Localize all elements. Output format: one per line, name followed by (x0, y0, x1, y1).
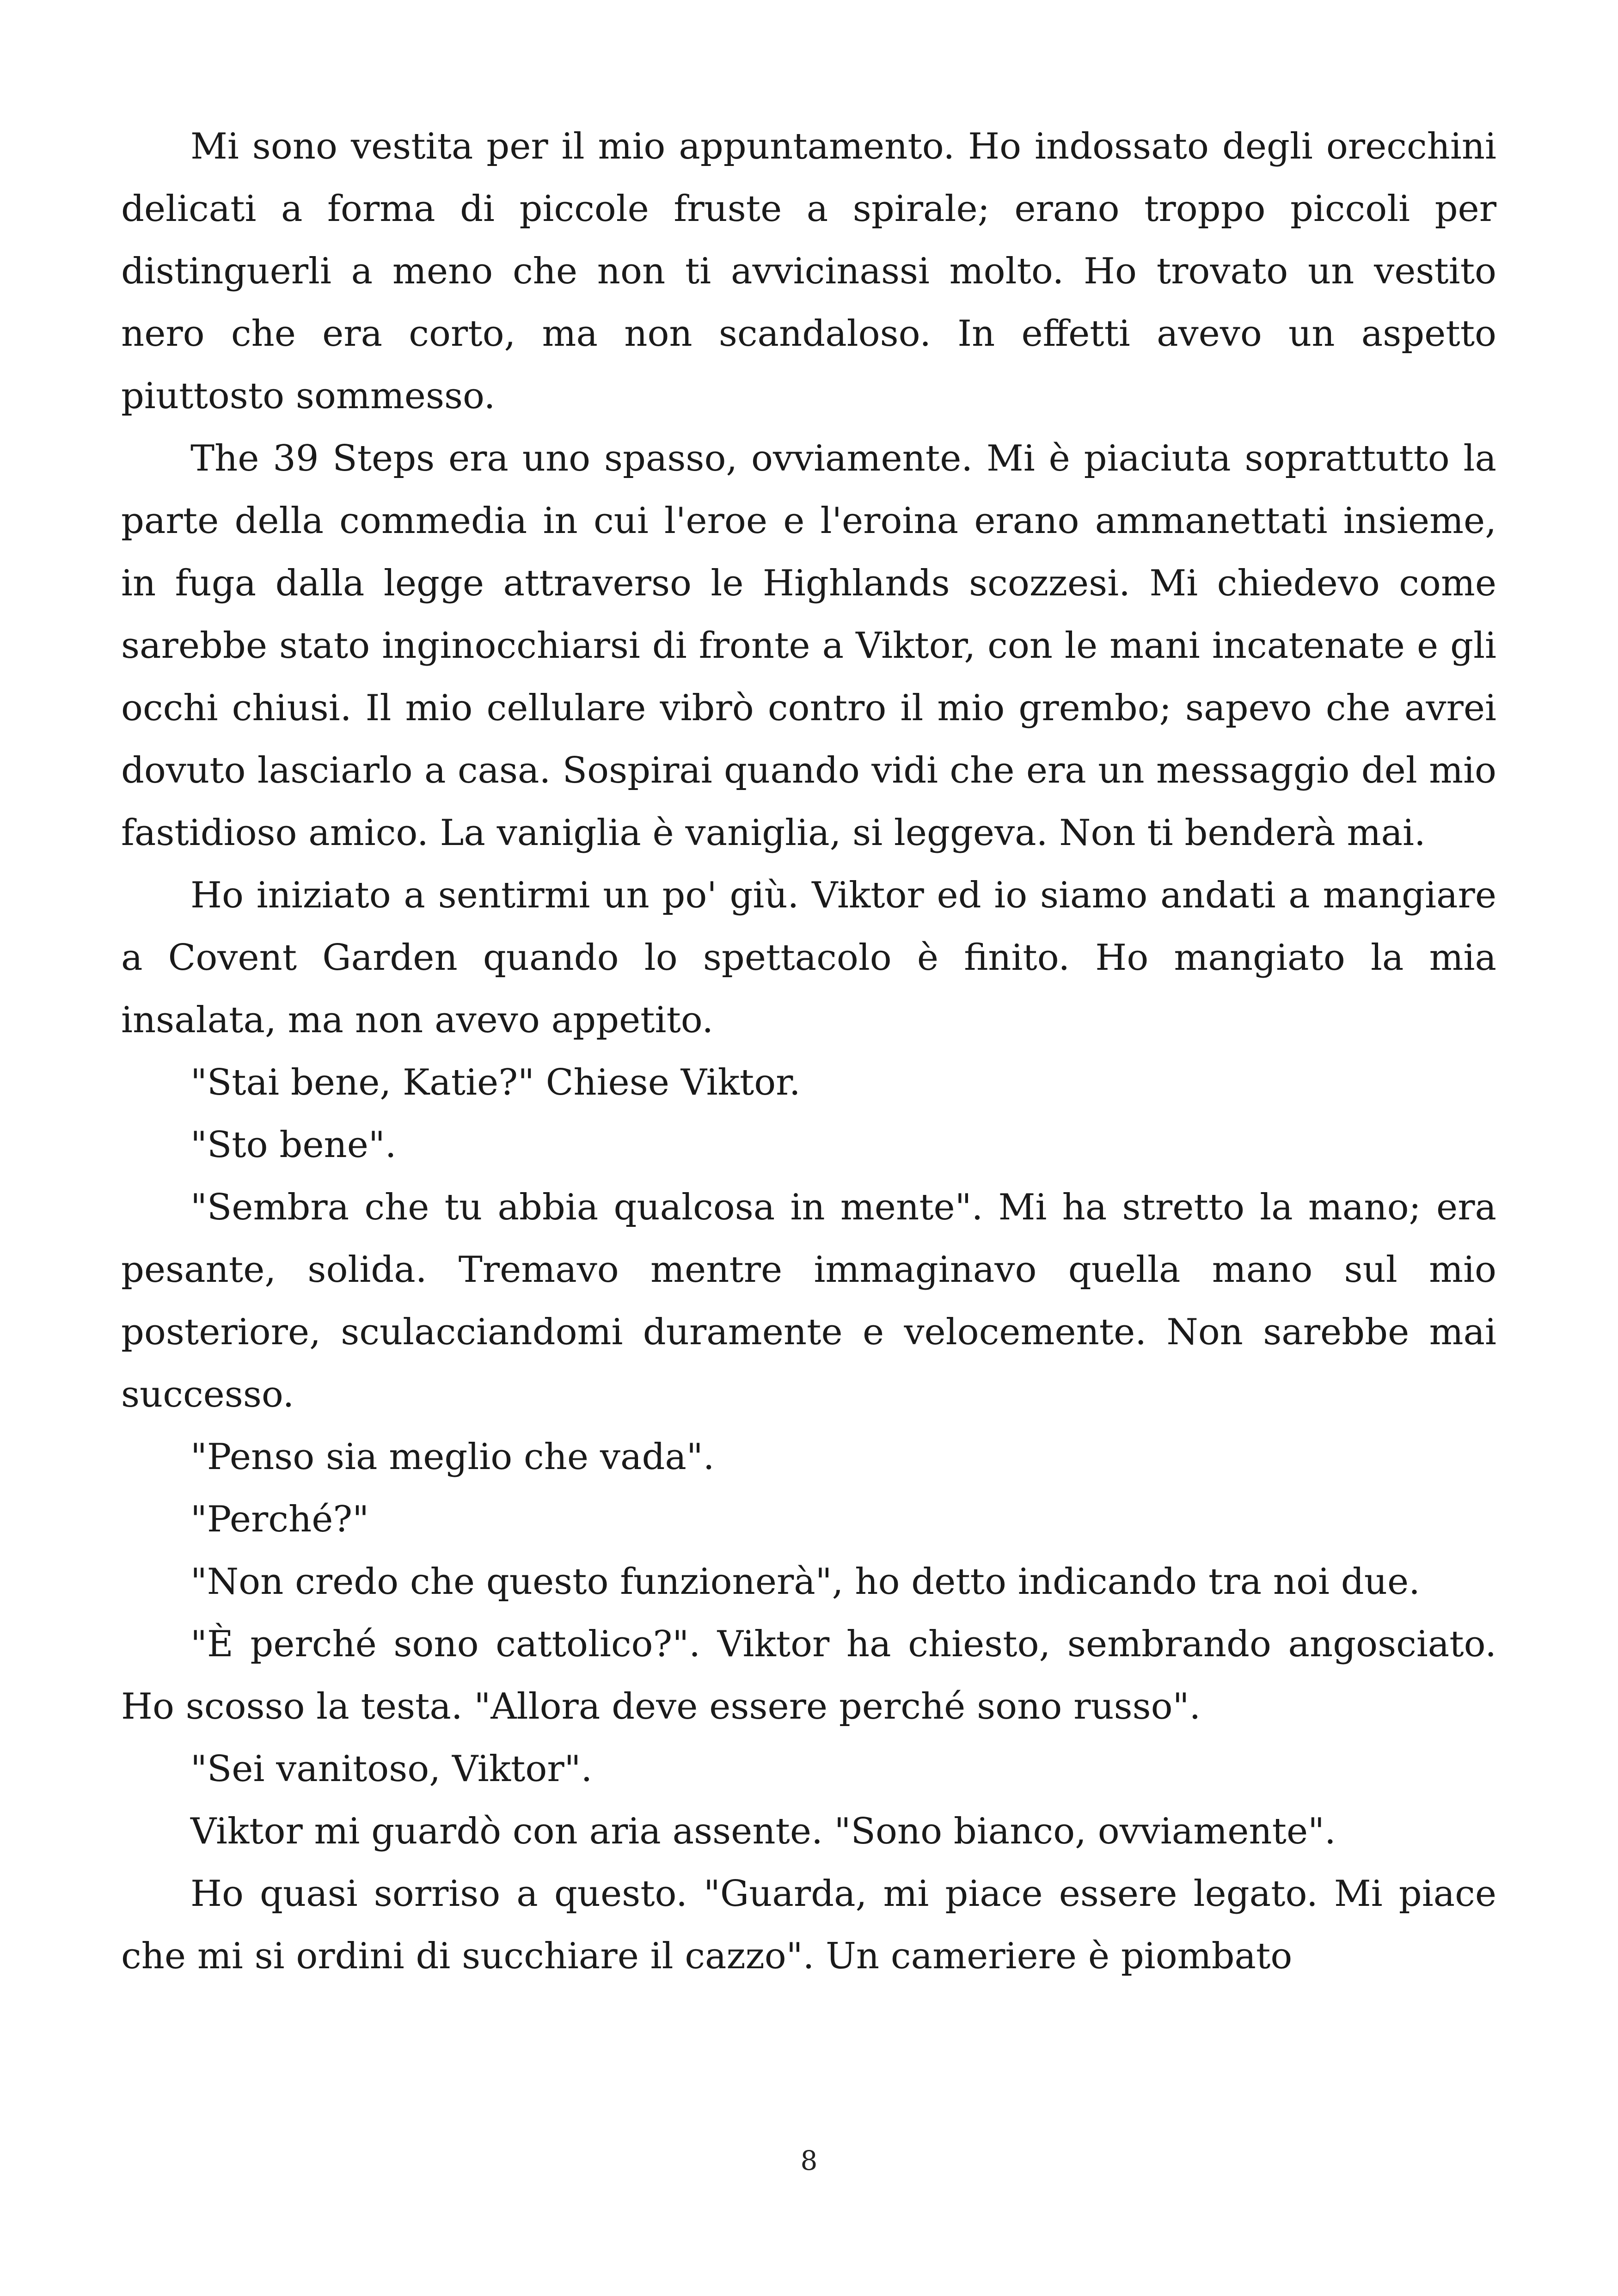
paragraph-7: "Penso sia meglio che vada". (190, 1436, 715, 1478)
paragraph-12: Viktor mi guardò con aria assente. "Sono bianco, ovviamente". (190, 1811, 1336, 1852)
paragraph-3: Ho iniziato a sentirmi un po' giù. Viktor ed io siamo andati a mangiare a Covent Garden quando lo spettacolo è finito. Ho mangiato la mia insalata, ma non avevo appetito. (121, 875, 1496, 1041)
paragraph-2: The 39 Steps era uno spasso, ovviamente. Mi è piaciuta soprattutto la parte della commedia in cui l'eroe e l'eroina erano ammanettati insieme, in fuga dalla legge attraverso le Highlands scozzesi. Mi chiedevo come sarebbe stato inginocchiarsi di fronte a Viktor, con le mani incatenate e gli occhi chiusi. Il mio cellulare vibrò contro il mio grembo; sapevo che avrei dovuto lasciarlo a casa. Sospirai quando vidi che era un messaggio del mio fastidioso amico. La vaniglia è vaniglia, si leggeva. Non ti benderà mai. (121, 438, 1496, 854)
paragraph-8: "Perché?" (190, 1499, 369, 1540)
paragraph-5: "Sto bene". (190, 1124, 397, 1166)
paragraph-1: Mi sono vestita per il mio appuntamento. Ho indossato degli orecchini delicati a forma di piccole fruste a spirale; erano troppo piccoli per distinguerli a meno che non ti avvicinassi molto. Ho trovato un vestito nero che era corto, ma non scandaloso. In effetti avevo un aspetto piuttosto sommesso. (121, 126, 1496, 417)
body-text (121, 116, 1496, 1988)
paragraph-10: "È perché sono cattolico?". Viktor ha chiesto, sembrando angosciato. Ho scosso la testa. "Allora deve essere perché sono russo". (121, 1623, 1496, 1727)
paragraph-6: "Sembra che tu abbia qualcosa in mente". Mi ha stretto la mano; era pesante, solida. Tremavo mentre immaginavo quella mano sul mio posteriore, sculacciandomi duramente e velocemente. Non sarebbe mai successo. (121, 1187, 1496, 1415)
paragraph-11: "Sei vanitoso, Viktor". (190, 1748, 593, 1790)
paragraph-13: Ho quasi sorriso a questo. "Guarda, mi piace essere legato. Mi piace che mi si ordini di succhiare il cazzo". Un cameriere è piombato (121, 1873, 1496, 1977)
paragraph-9: "Non credo che questo funzionerà", ho detto indicando tra noi due. (190, 1561, 1420, 1603)
paragraph-4: "Stai bene, Katie?" Chiese Viktor. (190, 1062, 801, 1103)
page-number: 8 (800, 2145, 818, 2176)
